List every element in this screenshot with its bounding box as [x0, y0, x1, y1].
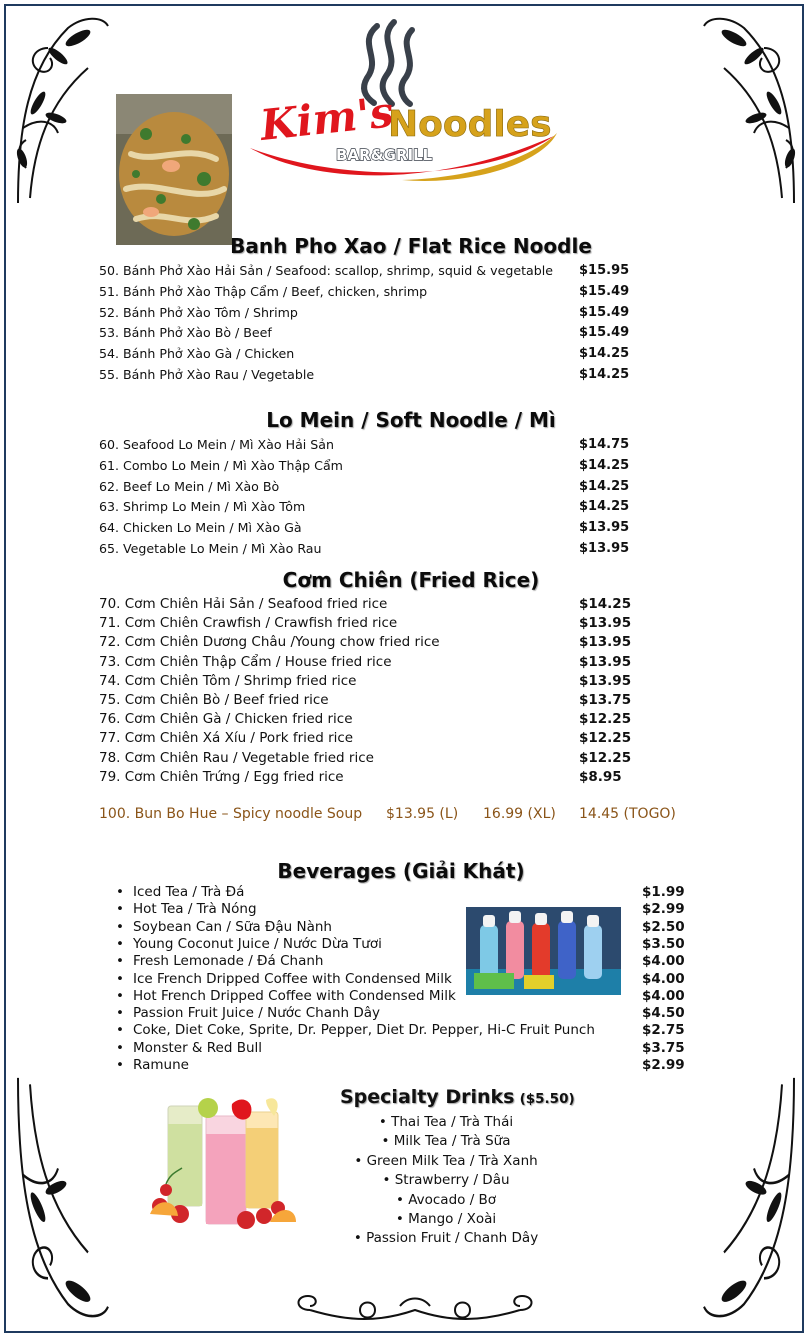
beverage-item-price: $4.00 [642, 987, 685, 1004]
bottom-center-scroll [290, 1292, 540, 1328]
flat-noodle-item-price: $15.49 [579, 283, 630, 299]
lo-mein-item-price: $13.95 [579, 541, 630, 556]
beverage-item-label: • Young Coconut Juice / Nước Dừa Tươi [116, 935, 382, 952]
specialty-drink-item: • Passion Fruit / Chanh Dây [353, 1230, 539, 1247]
fried-rice-item-label: 73. Cơm Chiên Thập Cẩm / House fried rice [99, 653, 392, 670]
flat-noodle-item-label: 54. Bánh Phở Xào Gà / Chicken [99, 346, 295, 362]
beverage-item-label: • Fresh Lemonade / Đá Chanh [116, 953, 324, 970]
fried-rice-item-label: 76. Cơm Chiên Gà / Chicken fried rice [99, 711, 353, 728]
bottom-right-flourish [699, 1065, 804, 1330]
specialty-title: Specialty Drinks [340, 1086, 515, 1108]
stir-fry-noodle-photo [116, 94, 232, 245]
beverage-item-label: • Passion Fruit Juice / Nước Chanh Dây [116, 1005, 381, 1022]
fried-rice-item-price: $13.75 [579, 692, 632, 708]
bottom-left-flourish [8, 1065, 113, 1330]
fried-rice-title: Cơm Chiên (Fried Rice) [282, 568, 540, 592]
beverage-item-price: $4.50 [642, 1005, 685, 1022]
lo-mein-item-price: $14.75 [579, 437, 630, 452]
logo-word: Noodles [388, 104, 552, 145]
ramune-bottles-photo [466, 907, 621, 995]
fried-rice-item-label: 72. Cơm Chiên Dương Châu /Young chow fried rice [99, 634, 440, 651]
beverage-item-price: $4.00 [642, 953, 685, 970]
lo-mein-item-label: 60. Seafood Lo Mein / Mì Xào Hải Sản [99, 437, 334, 452]
beverage-item-price: $2.75 [642, 1022, 685, 1039]
beverages-title: Beverages (Giải Khát) [277, 859, 525, 883]
beverage-item-price: $1.99 [642, 884, 685, 900]
flat-noodle-item-price: $14.25 [579, 367, 630, 382]
specialty-drink-item: • Avocado / Bơ [395, 1191, 497, 1208]
specialty-title-row [340, 1086, 575, 1108]
fried-rice-item-price: $14.25 [579, 596, 632, 612]
logo-name: Kim's [257, 87, 396, 150]
logo-tagline: BAR&GRILL [336, 146, 433, 164]
fried-rice-item-price: $13.95 [579, 615, 632, 632]
bun-bo-hue-price-xl: 16.99 (XL) [483, 806, 556, 822]
smoothie-photo [146, 1094, 302, 1236]
top-right-flourish [699, 8, 804, 213]
fried-rice-item-price: $8.95 [579, 768, 622, 785]
fried-rice-item-price: $12.25 [579, 730, 632, 747]
fried-rice-item-price: $13.95 [579, 653, 632, 670]
fried-rice-item-label: 78. Cơm Chiên Rau / Vegetable fried rice [99, 749, 374, 766]
beverage-item-price: $3.50 [642, 935, 685, 952]
lo-mein-item-price: $14.25 [579, 478, 630, 494]
restaurant-logo [232, 18, 572, 190]
flat-noodle-title: Banh Pho Xao / Flat Rice Noodle [230, 234, 592, 258]
beverage-item-label: • Ramune [116, 1057, 189, 1073]
flat-noodle-item-price: $15.49 [579, 304, 630, 320]
beverage-item-label: • Coke, Diet Coke, Sprite, Dr. Pepper, Diet Dr. Pepper, Hi-C Fruit Punch [116, 1022, 595, 1039]
lo-mein-title: Lo Mein / Soft Noodle / Mì [266, 408, 556, 432]
bun-bo-hue-price-l: $13.95 (L) [386, 806, 459, 822]
flat-noodle-item-price: $14.25 [579, 346, 630, 362]
bun-bo-hue-label: 100. Bun Bo Hue – Spicy noodle Soup [99, 806, 363, 822]
fried-rice-item-label: 71. Cơm Chiên Crawfish / Crawfish fried rice [99, 615, 398, 632]
beverage-item-label: • Soybean Can / Sữa Đậu Nành [116, 918, 332, 935]
beverage-item-label: • Iced Tea / Trà Đá [116, 884, 245, 900]
flat-noodle-item-label: 50. Bánh Phở Xào Hải Sản / Seafood: scallop, shrimp, squid & vegetable [99, 263, 553, 278]
fried-rice-item-price: $12.25 [579, 711, 632, 728]
fried-rice-item-label: 75. Cơm Chiên Bò / Beef fried rice [99, 692, 329, 708]
specialty-drink-item: • Green Milk Tea / Trà Xanh [354, 1152, 538, 1169]
fried-rice-item-price: $13.95 [579, 634, 632, 651]
beverage-item-label: • Ice French Dripped Coffee with Condensed Milk [116, 970, 452, 987]
lo-mein-item-label: 63. Shrimp Lo Mein / Mì Xào Tôm [99, 499, 306, 515]
flat-noodle-item-label: 55. Bánh Phở Xào Rau / Vegetable [99, 367, 315, 382]
beverage-item-price: $4.00 [642, 970, 685, 987]
lo-mein-item-price: $14.25 [579, 499, 630, 515]
flat-noodle-item-label: 51. Bánh Phở Xào Thập Cẩm / Beef, chicken, shrimp [99, 283, 428, 299]
fried-rice-item-label: 77. Cơm Chiên Xá Xíu / Pork fried rice [99, 730, 354, 747]
lo-mein-item-label: 65. Vegetable Lo Mein / Mì Xào Rau [99, 541, 322, 556]
flat-noodle-item-label: 53. Bánh Phở Xào Bò / Beef [99, 325, 272, 341]
beverage-item-price: $3.75 [642, 1039, 685, 1056]
lo-mein-item-price: $13.95 [579, 520, 630, 536]
top-left-flourish [8, 8, 113, 213]
beverage-item-label: • Hot Tea / Trà Nóng [116, 901, 257, 918]
beverage-item-price: $2.50 [642, 918, 685, 935]
lo-mein-item-price: $14.25 [579, 457, 630, 473]
bun-bo-hue-price-togo: 14.45 (TOGO) [579, 806, 676, 822]
lo-mein-item-label: 62. Beef Lo Mein / Mì Xào Bò [99, 478, 280, 494]
fried-rice-item-label: 70. Cơm Chiên Hải Sản / Seafood fried rice [99, 596, 388, 612]
beverage-item-label: • Hot French Dripped Coffee with Condensed Milk [116, 987, 456, 1004]
beverage-item-label: • Monster & Red Bull [116, 1039, 263, 1056]
specialty-drink-item: • Milk Tea / Trà Sữa [381, 1133, 511, 1150]
fried-rice-item-label: 79. Cơm Chiên Trứng / Egg fried rice [99, 768, 344, 785]
beverage-item-price: $2.99 [642, 1057, 685, 1073]
flat-noodle-item-label: 52. Bánh Phở Xào Tôm / Shrimp [99, 304, 298, 320]
lo-mein-item-label: 64. Chicken Lo Mein / Mì Xào Gà [99, 520, 302, 536]
fried-rice-item-price: $13.95 [579, 672, 632, 689]
specialty-drink-item: • Thai Tea / Trà Thái [378, 1114, 514, 1130]
specialty-price: ($5.50) [519, 1091, 575, 1107]
fried-rice-item-label: 74. Cơm Chiên Tôm / Shrimp fried rice [99, 672, 357, 689]
flat-noodle-item-price: $15.95 [579, 263, 630, 278]
fried-rice-item-price: $12.25 [579, 749, 632, 766]
flat-noodle-item-price: $15.49 [579, 325, 630, 341]
beverage-item-price: $2.99 [642, 901, 685, 918]
specialty-drink-item: • Strawberry / Dâu [382, 1172, 510, 1189]
lo-mein-item-label: 61. Combo Lo Mein / Mì Xào Thập Cẩm [99, 457, 343, 473]
specialty-drink-item: • Mango / Xoài [395, 1211, 497, 1227]
